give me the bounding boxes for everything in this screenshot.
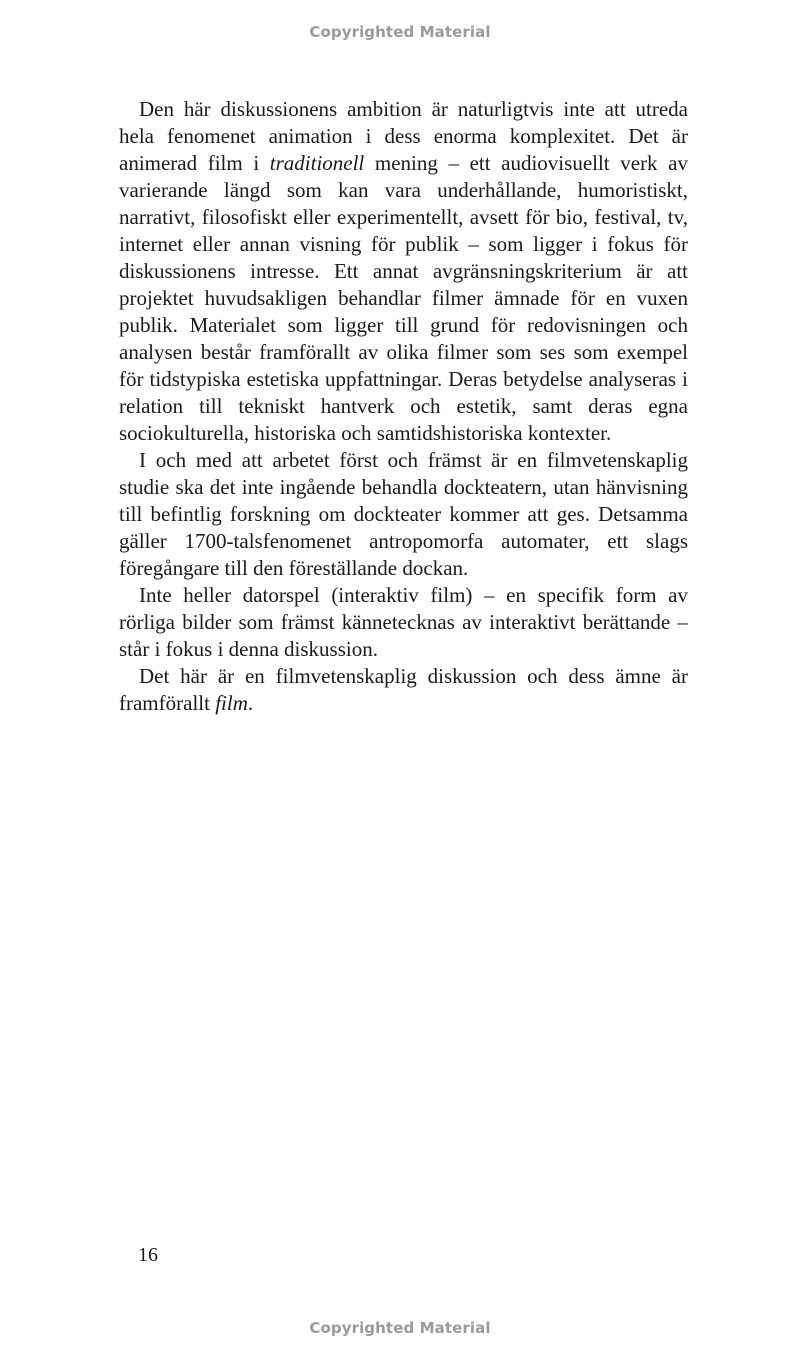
body-text: [119, 96, 688, 717]
paragraph-4: [119, 663, 688, 717]
page-number: 16: [138, 1244, 158, 1266]
paragraph-1-text-b: mening – ett audiovisuellt verk av varierande längd som kan vara underhållande, humoristiskt, narrativt, filosofiskt eller experimentellt, avsett för bio, festival, tv, internet eller annan visning för publik – som ligger i fokus för diskussionens intresse. Ett annat avgränsningskriterium är att projektet huvudsakligen behandlar filmer ämnade för en vuxen publik. Materialet som ligger till grund för redovisningen och analysen består framförallt av olika filmer som ses som exempel för tidstypiska estetiska uppfattningar. Deras betydelse analyseras i relation till tekniskt hantverk och estetik, samt deras egna sociokulturella, historiska och samtidshistoriska kontexter.: [119, 151, 688, 445]
paragraph-4-text-b: .: [247, 691, 254, 715]
paragraph-2: I och med att arbetet först och främst är en filmvetenskaplig studie ska det inte ingående behandla dockteatern, utan hänvisning till befintlig forskning om dockteater kommer att ges. Detsamma gäller 1700-talsfenomenet antropomorfa automater, ett slags föregångare till den föreställande dockan.: [119, 448, 688, 580]
paragraph-1-emphasis: traditionell: [269, 151, 365, 175]
paragraph-3: Inte heller datorspel (interaktiv film) – en specifik form av rörliga bilder som främst kännetecknas av interaktivt berättande – står i fokus i denna diskussion.: [119, 583, 688, 661]
copyright-watermark-top: Copyrighted Material: [309, 23, 491, 41]
copyright-watermark-bottom: Copyrighted Material: [309, 1319, 491, 1337]
paragraph-1: [119, 96, 688, 447]
paragraph-1-text-a: Den här diskussionens ambition är naturligtvis inte att utreda hela fenomenet animation i dess enorma komplexitet. Det är animerad film i: [119, 97, 688, 175]
paragraph-4-text-a: Det här är en filmvetenskaplig diskussion och dess ämne är framförallt: [119, 664, 688, 715]
paragraph-4-emphasis: film: [215, 691, 248, 715]
